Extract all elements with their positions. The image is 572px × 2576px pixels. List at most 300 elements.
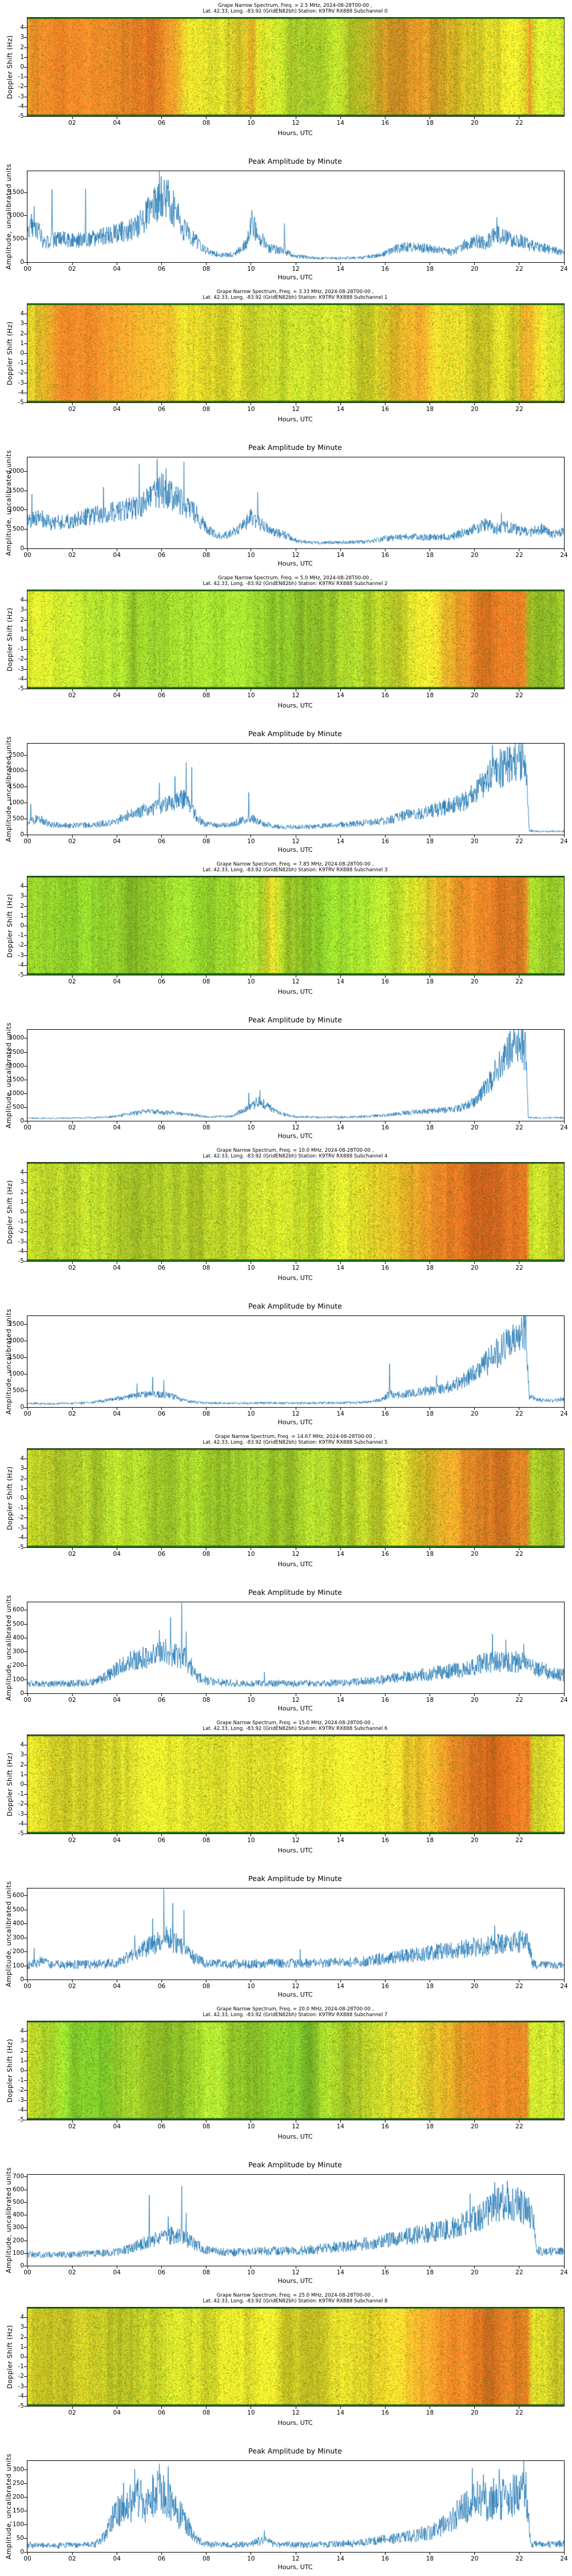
amplitude-x-tick-label: 12 bbox=[292, 1411, 300, 1417]
amplitude-chart-title: Peak Amplitude by Minute bbox=[248, 2160, 342, 2169]
amplitude-y-tick bbox=[24, 1357, 27, 1358]
amplitude-x-tick-label: 06 bbox=[157, 838, 166, 845]
amplitude-x-tick-label: 24 bbox=[560, 1411, 568, 1417]
amplitude-x-tick-label: 18 bbox=[426, 1411, 434, 1417]
spectrogram-x-tick-label: 04 bbox=[113, 120, 121, 127]
amplitude-chart-title: Peak Amplitude by Minute bbox=[248, 2447, 342, 2455]
amplitude-y-tick-label: 1500 bbox=[9, 188, 24, 196]
amplitude-x-tick bbox=[161, 263, 162, 265]
spectrogram-x-tick bbox=[385, 1262, 386, 1264]
amplitude-x-tick-label: 06 bbox=[157, 1983, 166, 1990]
amplitude-x-tick-label: 04 bbox=[113, 838, 121, 845]
amplitude-y-tick-label: 500 bbox=[12, 2198, 24, 2206]
spectrogram-title-line1: Grape Narrow Spectrum, Freq. = 3.33 MHz, 2024-08-28T00-00 , bbox=[216, 289, 374, 295]
spectrogram-x-tick bbox=[385, 975, 386, 978]
amplitude-x-tick-label: 02 bbox=[68, 1983, 76, 1990]
amplitude-x-tick-label: 08 bbox=[202, 1697, 210, 1704]
spectrogram-x-tick-label: 02 bbox=[68, 2409, 76, 2416]
doppler-y-tick-label: 4 bbox=[20, 2028, 24, 2035]
amplitude-y-tick bbox=[24, 1407, 27, 1408]
amplitude-x-tick-label: 16 bbox=[381, 1697, 390, 1704]
amplitude-x-tick-label: 10 bbox=[247, 266, 255, 272]
amplitude-line-chart bbox=[27, 1315, 565, 1408]
amplitude-x-tick bbox=[385, 835, 386, 837]
doppler-y-tick-label: -5 bbox=[18, 685, 24, 692]
spectrogram-x-tick bbox=[161, 975, 162, 978]
amplitude-y-tick-label: 0 bbox=[20, 2549, 24, 2555]
spectrogram-x-tick-label: 16 bbox=[381, 2123, 390, 2130]
doppler-y-tick-label: 2 bbox=[20, 2047, 24, 2055]
spectrogram-x-tick bbox=[474, 2120, 475, 2123]
doppler-y-tick bbox=[24, 935, 27, 936]
amplitude-x-tick-label: 20 bbox=[470, 1411, 479, 1417]
doppler-y-tick bbox=[24, 669, 27, 670]
doppler-y-tick bbox=[24, 2100, 27, 2101]
doppler-y-tick bbox=[24, 639, 27, 640]
spectrogram-x-tick-label: 22 bbox=[515, 1551, 523, 1558]
doppler-axis-label: Doppler Shift (Hz) bbox=[6, 2038, 14, 2103]
doppler-y-tick bbox=[24, 1172, 27, 1173]
amplitude-x-tick-label: 02 bbox=[68, 266, 76, 272]
amplitude-y-tick-label: 300 bbox=[12, 2466, 24, 2474]
amplitude-x-tick bbox=[27, 2553, 28, 2555]
doppler-y-tick bbox=[24, 383, 27, 384]
hours-axis-label: Hours, UTC bbox=[277, 274, 313, 281]
doppler-y-tick-label: 0 bbox=[20, 1208, 24, 1215]
spectrogram-x-tick bbox=[340, 403, 341, 405]
amplitude-x-tick-label: 10 bbox=[247, 1983, 255, 1990]
amplitude-y-tick bbox=[24, 1390, 27, 1391]
hours-axis-label: Hours, UTC bbox=[277, 129, 313, 137]
doppler-y-tick-label: -2 bbox=[18, 655, 24, 663]
spectrogram-x-tick-label: 02 bbox=[68, 406, 76, 413]
amplitude-x-tick-label: 00 bbox=[23, 1411, 31, 1417]
spectrogram-x-tick-label: 16 bbox=[381, 1551, 390, 1558]
amplitude-x-tick-label: 04 bbox=[113, 2555, 121, 2562]
amplitude-x-tick-label: 18 bbox=[426, 1697, 434, 1704]
spectrogram-x-tick-label: 06 bbox=[157, 120, 166, 127]
amplitude-x-tick bbox=[340, 2553, 341, 2555]
spectrogram-x-tick-label: 18 bbox=[426, 978, 434, 985]
doppler-y-tick-label: 2 bbox=[20, 616, 24, 623]
amplitude-axis-label: Amplitude, uncalibrated units bbox=[5, 1309, 13, 1415]
amplitude-x-tick-label: 00 bbox=[23, 266, 31, 272]
spectrogram-x-tick-label: 10 bbox=[247, 1551, 255, 1558]
spectrogram-x-tick-label: 08 bbox=[202, 692, 210, 699]
spectrogram-heatmap bbox=[27, 876, 565, 975]
amplitude-x-tick-label: 06 bbox=[157, 266, 166, 272]
amplitude-y-tick bbox=[24, 2202, 27, 2203]
spectrogram-x-tick-label: 02 bbox=[68, 120, 76, 127]
doppler-y-tick-label: 1 bbox=[20, 626, 24, 633]
doppler-y-tick bbox=[24, 86, 27, 87]
doppler-y-tick-label: 0 bbox=[20, 2353, 24, 2360]
spectrogram-x-tick bbox=[72, 2120, 73, 2123]
spectrogram-x-tick-label: 18 bbox=[426, 1265, 434, 1271]
spectrogram-x-tick bbox=[340, 117, 341, 119]
amplitude-x-tick-label: 18 bbox=[426, 1124, 434, 1131]
hours-axis-label: Hours, UTC bbox=[277, 988, 313, 995]
doppler-y-tick-label: 3 bbox=[20, 320, 24, 327]
spectrogram-x-tick-label: 02 bbox=[68, 1265, 76, 1271]
amplitude-x-tick bbox=[161, 549, 162, 551]
doppler-y-tick bbox=[24, 343, 27, 344]
doppler-y-tick bbox=[24, 402, 27, 403]
subchannel-section-2 bbox=[0, 572, 572, 859]
amplitude-x-tick bbox=[564, 835, 565, 837]
amplitude-y-tick-label: 400 bbox=[12, 2211, 24, 2219]
doppler-y-tick-label: -4 bbox=[18, 389, 24, 396]
spectrogram-x-tick-label: 20 bbox=[470, 406, 479, 413]
spectrogram-x-tick-label: 18 bbox=[426, 1837, 434, 1844]
amplitude-axis-label: Amplitude, uncalibrated units bbox=[5, 164, 13, 270]
amplitude-x-tick-label: 12 bbox=[292, 552, 300, 559]
amplitude-x-tick bbox=[340, 2266, 341, 2269]
amplitude-x-tick-label: 18 bbox=[426, 2555, 434, 2562]
amplitude-x-tick-label: 24 bbox=[560, 1124, 568, 1131]
amplitude-x-tick-label: 14 bbox=[336, 838, 344, 845]
spectrogram-x-tick-label: 04 bbox=[113, 2409, 121, 2416]
amplitude-x-tick bbox=[27, 1121, 28, 1124]
doppler-y-tick bbox=[24, 67, 27, 68]
hours-axis-label: Hours, UTC bbox=[277, 1847, 313, 1854]
spectrogram-x-tick bbox=[340, 689, 341, 692]
amplitude-x-tick-label: 06 bbox=[157, 2555, 166, 2562]
amplitude-y-tick-label: 1000 bbox=[9, 1089, 24, 1097]
spectrogram-x-tick-label: 02 bbox=[68, 1551, 76, 1558]
amplitude-x-tick bbox=[385, 2266, 386, 2269]
amplitude-y-tick-label: 500 bbox=[12, 235, 24, 243]
amplitude-y-tick bbox=[24, 471, 27, 472]
spectrogram-x-tick bbox=[72, 117, 73, 119]
amplitude-x-tick bbox=[385, 1980, 386, 1982]
amplitude-y-tick-label: 600 bbox=[12, 1606, 24, 1614]
amplitude-x-tick bbox=[564, 2266, 565, 2269]
spectrogram-x-tick-label: 04 bbox=[113, 1265, 121, 1271]
amplitude-x-tick bbox=[161, 2553, 162, 2555]
spectrogram-x-tick-label: 20 bbox=[470, 1837, 479, 1844]
doppler-y-tick bbox=[24, 945, 27, 946]
spectrogram-x-tick-label: 14 bbox=[336, 692, 344, 699]
spectrogram-x-tick bbox=[161, 2120, 162, 2123]
doppler-y-tick bbox=[24, 2337, 27, 2338]
amplitude-x-tick-label: 10 bbox=[247, 2269, 255, 2276]
doppler-y-tick-label: 1 bbox=[20, 1198, 24, 1206]
amplitude-y-tick-label: 600 bbox=[12, 2186, 24, 2193]
doppler-y-tick-label: 1 bbox=[20, 339, 24, 347]
spectrogram-x-tick bbox=[340, 2407, 341, 2409]
amplitude-x-tick bbox=[27, 1408, 28, 1410]
spectrogram-heatmap bbox=[27, 2021, 565, 2120]
amplitude-x-tick-label: 20 bbox=[470, 1124, 479, 1131]
doppler-y-tick-label: -4 bbox=[18, 675, 24, 682]
amplitude-y-tick bbox=[24, 1923, 27, 1924]
amplitude-x-tick-label: 20 bbox=[470, 266, 479, 272]
amplitude-x-tick-label: 22 bbox=[515, 266, 523, 272]
spectrogram-x-tick-label: 08 bbox=[202, 978, 210, 985]
doppler-y-tick bbox=[24, 2090, 27, 2091]
doppler-y-tick-label: -1 bbox=[18, 359, 24, 367]
amplitude-y-tick bbox=[24, 1624, 27, 1625]
amplitude-y-tick-label: 600 bbox=[12, 1892, 24, 1899]
amplitude-y-tick bbox=[24, 2524, 27, 2525]
doppler-y-tick-label: -3 bbox=[18, 951, 24, 959]
amplitude-x-tick-label: 14 bbox=[336, 266, 344, 272]
amplitude-x-tick-label: 00 bbox=[23, 2269, 31, 2276]
hours-axis-label: Hours, UTC bbox=[277, 1274, 313, 1282]
spectrogram-title-line2: Lat. 42.33, Long. -83.92 (GridEN82bh) Station: K9TRV RX888 Subchannel 1 bbox=[202, 295, 388, 301]
spectrogram-x-tick bbox=[161, 1548, 162, 1550]
doppler-y-tick-label: 3 bbox=[20, 892, 24, 900]
doppler-y-tick-label: -2 bbox=[18, 369, 24, 377]
amplitude-x-tick bbox=[564, 1694, 565, 1696]
amplitude-x-tick-label: 08 bbox=[202, 838, 210, 845]
hours-axis-label: Hours, UTC bbox=[277, 560, 313, 567]
amplitude-y-tick-label: 1000 bbox=[9, 212, 24, 219]
doppler-y-tick bbox=[24, 116, 27, 117]
spectrogram-x-tick-label: 12 bbox=[292, 120, 300, 127]
amplitude-line-chart bbox=[27, 171, 565, 263]
doppler-y-tick bbox=[24, 1814, 27, 1815]
hours-axis-label: Hours, UTC bbox=[277, 2277, 313, 2285]
amplitude-line-chart bbox=[27, 1029, 565, 1121]
amplitude-y-tick bbox=[24, 1693, 27, 1694]
amplitude-x-tick bbox=[27, 835, 28, 837]
amplitude-x-tick bbox=[72, 549, 73, 551]
doppler-axis-label: Doppler Shift (Hz) bbox=[6, 607, 14, 671]
amplitude-x-tick bbox=[72, 263, 73, 265]
amplitude-x-tick bbox=[340, 835, 341, 837]
amplitude-x-tick bbox=[474, 1408, 475, 1410]
doppler-y-tick bbox=[24, 2376, 27, 2377]
amplitude-x-tick-label: 04 bbox=[113, 1124, 121, 1131]
doppler-y-tick-label: 1 bbox=[20, 912, 24, 919]
amplitude-chart-title: Peak Amplitude by Minute bbox=[248, 1874, 342, 1883]
doppler-y-tick bbox=[24, 965, 27, 966]
doppler-y-tick-label: -1 bbox=[18, 1791, 24, 1798]
doppler-y-tick-label: -2 bbox=[18, 83, 24, 90]
doppler-y-tick bbox=[24, 2110, 27, 2111]
spectrogram-x-tick-label: 14 bbox=[336, 406, 344, 413]
doppler-y-tick-label: -1 bbox=[18, 73, 24, 81]
amplitude-x-tick-label: 08 bbox=[202, 1983, 210, 1990]
spectrogram-x-tick-label: 14 bbox=[336, 2409, 344, 2416]
amplitude-x-tick-label: 06 bbox=[157, 1124, 166, 1131]
amplitude-x-tick-label: 08 bbox=[202, 1411, 210, 1417]
amplitude-x-tick-label: 22 bbox=[515, 552, 523, 559]
spectrogram-x-tick bbox=[340, 1262, 341, 1264]
hours-axis-label: Hours, UTC bbox=[277, 2419, 313, 2427]
hours-axis-label: Hours, UTC bbox=[277, 702, 313, 709]
amplitude-x-tick-label: 00 bbox=[23, 1697, 31, 1704]
amplitude-x-tick-label: 10 bbox=[247, 552, 255, 559]
spectrogram-x-tick-label: 10 bbox=[247, 2123, 255, 2130]
spectrogram-heatmap bbox=[27, 590, 565, 689]
spectrogram-x-tick bbox=[72, 2407, 73, 2409]
spectrogram-title-line1: Grape Narrow Spectrum, Freq. = 14.67 MHz, 2024-08-28T00-00 , bbox=[214, 1434, 376, 1440]
amplitude-x-tick-label: 18 bbox=[426, 266, 434, 272]
spectrogram-x-tick-label: 06 bbox=[157, 1551, 166, 1558]
hours-axis-label: Hours, UTC bbox=[277, 1132, 313, 1140]
amplitude-x-tick bbox=[72, 835, 73, 837]
amplitude-x-tick-label: 14 bbox=[336, 552, 344, 559]
amplitude-y-tick-label: 1000 bbox=[9, 506, 24, 513]
spectrogram-x-tick-label: 10 bbox=[247, 978, 255, 985]
amplitude-x-tick bbox=[27, 1694, 28, 1696]
amplitude-y-tick bbox=[24, 2497, 27, 2498]
doppler-y-tick-label: 2 bbox=[20, 2333, 24, 2341]
doppler-axis-label: Doppler Shift (Hz) bbox=[6, 894, 14, 958]
doppler-y-tick-label: -5 bbox=[18, 971, 24, 978]
doppler-y-tick-label: -1 bbox=[18, 1504, 24, 1512]
doppler-y-tick bbox=[24, 649, 27, 650]
spectrogram-x-tick-label: 06 bbox=[157, 406, 166, 413]
amplitude-x-tick-label: 12 bbox=[292, 1697, 300, 1704]
doppler-y-tick bbox=[24, 1468, 27, 1469]
spectrogram-x-tick-label: 10 bbox=[247, 406, 255, 413]
doppler-axis-label: Doppler Shift (Hz) bbox=[6, 1752, 14, 1816]
amplitude-x-tick-label: 06 bbox=[157, 1411, 166, 1417]
spectrogram-x-tick bbox=[72, 689, 73, 692]
amplitude-y-tick bbox=[24, 2538, 27, 2539]
amplitude-x-tick bbox=[72, 1408, 73, 1410]
amplitude-x-tick bbox=[564, 1980, 565, 1982]
amplitude-y-tick-label: 0 bbox=[20, 1117, 24, 1124]
amplitude-x-tick-label: 02 bbox=[68, 2269, 76, 2276]
doppler-y-tick bbox=[24, 2080, 27, 2081]
amplitude-x-tick-label: 08 bbox=[202, 552, 210, 559]
doppler-y-tick-label: 2 bbox=[20, 902, 24, 910]
doppler-y-tick-label: 2 bbox=[20, 1475, 24, 1482]
spectrogram-x-tick-label: 04 bbox=[113, 1551, 121, 1558]
amplitude-x-tick-label: 18 bbox=[426, 2269, 434, 2276]
doppler-y-tick-label: 1 bbox=[20, 2343, 24, 2350]
amplitude-x-tick bbox=[161, 1408, 162, 1410]
amplitude-x-tick-label: 24 bbox=[560, 2269, 568, 2276]
spectrogram-x-tick-label: 20 bbox=[470, 2123, 479, 2130]
amplitude-x-tick-label: 00 bbox=[23, 552, 31, 559]
amplitude-x-tick bbox=[564, 1408, 565, 1410]
doppler-y-tick-label: -4 bbox=[18, 2106, 24, 2113]
spectrogram-x-tick-label: 12 bbox=[292, 406, 300, 413]
spectrogram-x-tick-label: 16 bbox=[381, 2409, 390, 2416]
amplitude-y-tick-label: 0 bbox=[20, 545, 24, 552]
amplitude-y-tick-label: 200 bbox=[12, 2494, 24, 2501]
amplitude-x-tick-label: 00 bbox=[23, 1983, 31, 1990]
hours-axis-label: Hours, UTC bbox=[277, 1991, 313, 1998]
amplitude-x-tick-label: 22 bbox=[515, 1124, 523, 1131]
doppler-y-tick-label: 1 bbox=[20, 1771, 24, 1778]
amplitude-y-tick-label: 500 bbox=[12, 815, 24, 823]
spectrogram-x-tick-label: 10 bbox=[247, 1265, 255, 1271]
amplitude-x-tick-label: 16 bbox=[381, 1983, 390, 1990]
doppler-y-tick-label: -4 bbox=[18, 1534, 24, 1541]
spectrogram-x-tick bbox=[474, 1834, 475, 1836]
doppler-y-tick bbox=[24, 27, 27, 28]
amplitude-chart-title: Peak Amplitude by Minute bbox=[248, 443, 342, 452]
amplitude-y-tick bbox=[24, 1093, 27, 1094]
spectrogram-x-tick-label: 18 bbox=[426, 120, 434, 127]
amplitude-x-tick-label: 18 bbox=[426, 552, 434, 559]
amplitude-x-tick-label: 10 bbox=[247, 1124, 255, 1131]
amplitude-axis-label: Amplitude, uncalibrated units bbox=[5, 1881, 13, 1987]
spectrogram-x-tick-label: 16 bbox=[381, 1265, 390, 1271]
amplitude-x-tick-label: 02 bbox=[68, 552, 76, 559]
spectrogram-title-line1: Grape Narrow Spectrum, Freq. = 7.85 MHz, 2024-08-28T00-00 , bbox=[216, 862, 374, 867]
amplitude-line-chart bbox=[27, 1888, 565, 1980]
spectrogram-x-tick-label: 12 bbox=[292, 2123, 300, 2130]
spectrogram-heatmap bbox=[27, 17, 565, 117]
subchannel-section-1 bbox=[0, 286, 572, 572]
spectrogram-title-line2: Lat. 42.33, Long. -83.92 (GridEN82bh) Station: K9TRV RX888 Subchannel 6 bbox=[202, 1726, 388, 1732]
spectrogram-x-tick-label: 10 bbox=[247, 1837, 255, 1844]
amplitude-x-tick-label: 00 bbox=[23, 1124, 31, 1131]
amplitude-x-tick-label: 12 bbox=[292, 1124, 300, 1131]
amplitude-line-chart bbox=[27, 457, 565, 549]
doppler-y-tick-label: -2 bbox=[18, 2087, 24, 2094]
spectrogram-title-line2: Lat. 42.33, Long. -83.92 (GridEN82bh) Station: K9TRV RX888 Subchannel 7 bbox=[202, 2012, 388, 2018]
amplitude-x-tick bbox=[161, 2266, 162, 2269]
doppler-y-tick-label: 0 bbox=[20, 350, 24, 357]
amplitude-x-tick-label: 12 bbox=[292, 2555, 300, 2562]
doppler-y-tick-label: 4 bbox=[20, 24, 24, 31]
amplitude-y-tick bbox=[24, 755, 27, 756]
spectrogram-heatmap bbox=[27, 2307, 565, 2407]
amplitude-y-tick-label: 100 bbox=[12, 2249, 24, 2257]
spectrogram-x-tick bbox=[72, 1548, 73, 1550]
spectrogram-heatmap bbox=[27, 1448, 565, 1548]
subchannel-section-6 bbox=[0, 1717, 572, 2004]
doppler-y-tick bbox=[24, 1498, 27, 1499]
doppler-y-tick-label: 4 bbox=[20, 1741, 24, 1749]
amplitude-x-tick-label: 20 bbox=[470, 1983, 479, 1990]
amplitude-x-tick-label: 10 bbox=[247, 2555, 255, 2562]
spectrogram-x-tick-label: 20 bbox=[470, 2409, 479, 2416]
doppler-y-tick bbox=[24, 1261, 27, 1262]
doppler-y-tick-label: 3 bbox=[20, 1465, 24, 1472]
amplitude-x-tick-label: 24 bbox=[560, 1697, 568, 1704]
doppler-y-tick bbox=[24, 106, 27, 107]
amplitude-y-tick-label: 2500 bbox=[9, 751, 24, 758]
spectrogram-x-tick-label: 10 bbox=[247, 120, 255, 127]
amplitude-x-tick bbox=[161, 1121, 162, 1124]
amplitude-line-chart bbox=[27, 2460, 565, 2553]
doppler-y-tick bbox=[24, 2327, 27, 2328]
spectrogram-x-tick bbox=[474, 1548, 475, 1550]
spectrogram-x-tick bbox=[72, 1834, 73, 1836]
spectrogram-x-tick bbox=[161, 2407, 162, 2409]
amplitude-y-tick-label: 500 bbox=[12, 1103, 24, 1111]
amplitude-x-tick bbox=[340, 1121, 341, 1124]
amplitude-x-tick bbox=[385, 1408, 386, 1410]
doppler-y-tick-label: -2 bbox=[18, 1800, 24, 1808]
amplitude-y-tick-label: 2000 bbox=[9, 467, 24, 475]
spectrogram-x-tick-label: 08 bbox=[202, 1551, 210, 1558]
doppler-y-tick bbox=[24, 886, 27, 887]
amplitude-axis-label: Amplitude, uncalibrated units bbox=[5, 736, 13, 842]
spectrogram-x-tick-label: 20 bbox=[470, 692, 479, 699]
amplitude-x-tick-label: 14 bbox=[336, 1411, 344, 1417]
doppler-y-tick bbox=[24, 1192, 27, 1193]
doppler-y-tick bbox=[24, 2396, 27, 2397]
amplitude-x-tick bbox=[474, 549, 475, 551]
spectrogram-x-tick bbox=[474, 117, 475, 119]
amplitude-y-tick-label: 1500 bbox=[9, 1354, 24, 1361]
hours-axis-label: Hours, UTC bbox=[277, 1560, 313, 1568]
doppler-y-tick bbox=[24, 2366, 27, 2367]
spectrogram-title-line2: Lat. 42.33, Long. -83.92 (GridEN82bh) Station: K9TRV RX888 Subchannel 2 bbox=[202, 581, 388, 587]
doppler-y-tick-label: 0 bbox=[20, 64, 24, 70]
